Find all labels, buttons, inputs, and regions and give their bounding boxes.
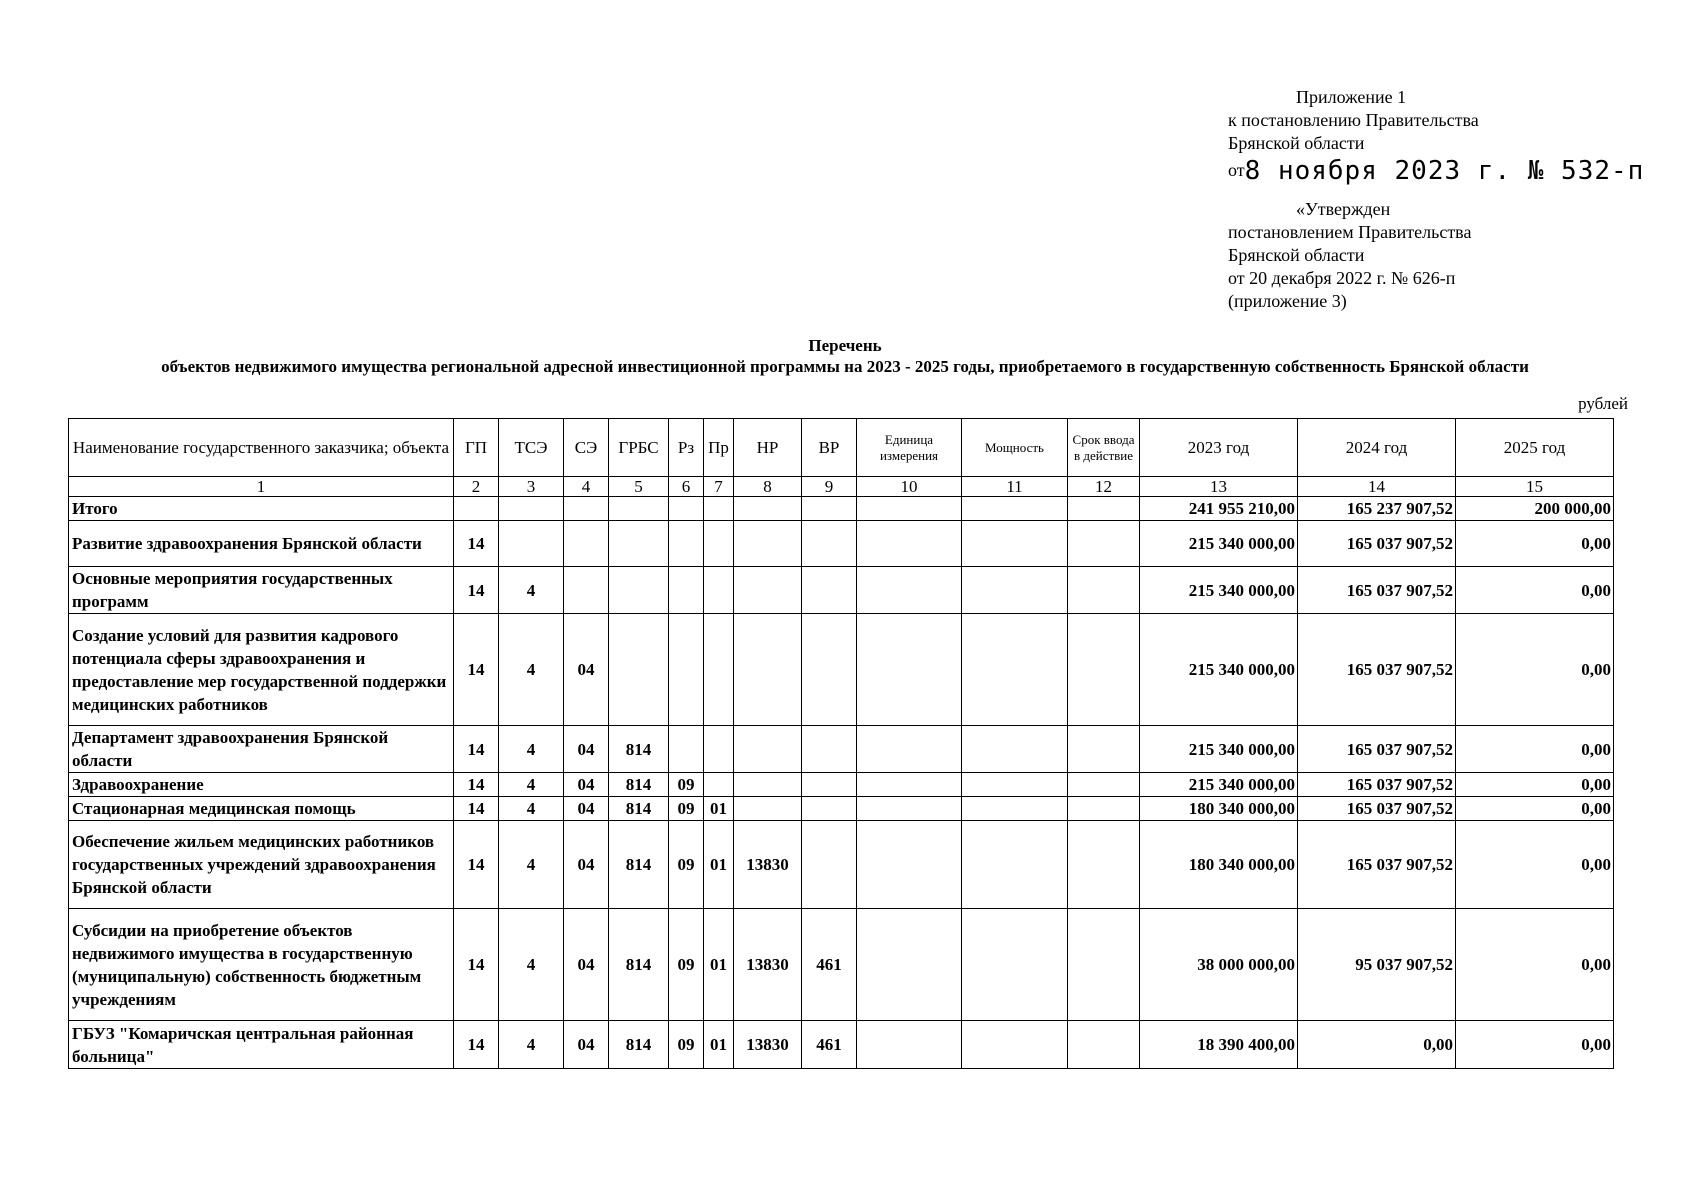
table-cell: 14 — [454, 567, 499, 614]
table-cell: 01 — [704, 1021, 734, 1069]
table-cell: 4 — [499, 614, 564, 726]
table-cell — [1068, 1021, 1140, 1069]
table-cell — [734, 726, 802, 773]
table-cell: 0,00 — [1456, 521, 1614, 567]
table-cell — [564, 521, 609, 567]
col-header-capacity: Мощность — [962, 419, 1068, 477]
table-cell: 95 037 907,52 — [1298, 909, 1456, 1021]
table-cell: 13830 — [734, 909, 802, 1021]
table-cell: 215 340 000,00 — [1140, 614, 1298, 726]
table-row — [69, 773, 1614, 797]
table-cell — [857, 497, 962, 521]
table-cell: 814 — [609, 797, 669, 821]
table-cell: 14 — [454, 726, 499, 773]
table-cell: 0,00 — [1456, 773, 1614, 797]
document-subtitle: объектов недвижимого имущества региональной адресной инвестиционной программы на 2023 - 2025 годы, приобретаемого в государственную собственность Брянской области — [161, 357, 1529, 376]
table-cell: 215 340 000,00 — [1140, 521, 1298, 567]
table-cell — [454, 497, 499, 521]
table-cell: 14 — [454, 909, 499, 1021]
col-number: 9 — [802, 477, 857, 497]
header-row — [69, 419, 1614, 477]
table-cell — [1068, 773, 1140, 797]
table-cell — [802, 797, 857, 821]
col-header-se: СЭ — [564, 419, 609, 477]
table-cell: 215 340 000,00 — [1140, 726, 1298, 773]
table-cell — [802, 521, 857, 567]
table-cell — [802, 614, 857, 726]
col-number: 4 — [564, 477, 609, 497]
table-cell — [704, 726, 734, 773]
table-cell — [669, 567, 704, 614]
table-cell — [802, 773, 857, 797]
table-cell — [962, 773, 1068, 797]
table-cell: 0,00 — [1456, 821, 1614, 909]
investment-table — [68, 418, 1614, 1069]
date-prefix: от — [1228, 160, 1245, 180]
table-cell: 4 — [499, 909, 564, 1021]
table-cell — [734, 797, 802, 821]
col-number: 14 — [1298, 477, 1456, 497]
table-cell: 04 — [564, 773, 609, 797]
table-cell: 165 037 907,52 — [1298, 797, 1456, 821]
col-header-gp: ГП — [454, 419, 499, 477]
table-cell — [857, 521, 962, 567]
table-cell: 814 — [609, 821, 669, 909]
table-row — [69, 1021, 1614, 1069]
table-cell: 04 — [564, 821, 609, 909]
col-header-nr: НР — [734, 419, 802, 477]
table-cell: 180 340 000,00 — [1140, 821, 1298, 909]
table-row — [69, 521, 1614, 567]
table-cell: 165 037 907,52 — [1298, 521, 1456, 567]
table-cell: 14 — [454, 773, 499, 797]
table-cell — [962, 1021, 1068, 1069]
col-header-unit: Единица измерения — [857, 419, 962, 477]
col-number: 12 — [1068, 477, 1140, 497]
table-cell: 14 — [454, 521, 499, 567]
table-cell — [564, 567, 609, 614]
table-cell: 165 037 907,52 — [1298, 567, 1456, 614]
table-cell: 0,00 — [1456, 726, 1614, 773]
table-row — [69, 821, 1614, 909]
table-cell: 165 037 907,52 — [1298, 726, 1456, 773]
col-number: 7 — [704, 477, 734, 497]
col-number: 8 — [734, 477, 802, 497]
table-cell — [734, 497, 802, 521]
approved-line-4: от 20 декабря 2022 г. № 626-п — [1228, 268, 1456, 288]
table-cell: 241 955 210,00 — [1140, 497, 1298, 521]
table-cell: 4 — [499, 821, 564, 909]
col-number: 5 — [609, 477, 669, 497]
table-cell — [704, 567, 734, 614]
table-cell — [1068, 567, 1140, 614]
table-cell — [609, 497, 669, 521]
table-cell: 200 000,00 — [1456, 497, 1614, 521]
table-cell — [962, 797, 1068, 821]
table-cell: 165 237 907,52 — [1298, 497, 1456, 521]
column-number-row — [69, 477, 1614, 497]
table-cell: 0,00 — [1456, 567, 1614, 614]
row-name: Обеспечение жильем медицинских работников государственных учреждений здравоохранения Брянской области — [69, 821, 454, 909]
table-cell — [962, 726, 1068, 773]
table-cell: 09 — [669, 773, 704, 797]
table-row — [69, 797, 1614, 821]
table-cell: 38 000 000,00 — [1140, 909, 1298, 1021]
table-cell: 0,00 — [1456, 1021, 1614, 1069]
table-cell — [734, 521, 802, 567]
table-cell: 4 — [499, 567, 564, 614]
approved-line-2: постановлением Правительства — [1228, 222, 1472, 242]
appendix-date — [1228, 153, 1668, 188]
table-cell: 18 390 400,00 — [1140, 1021, 1298, 1069]
table-cell — [857, 567, 962, 614]
appendix-block — [1228, 86, 1668, 313]
row-name: Итого — [69, 497, 454, 521]
row-name: ГБУЗ "Комаричская центральная районная больница" — [69, 1021, 454, 1069]
table-cell — [962, 821, 1068, 909]
table-cell: 09 — [669, 821, 704, 909]
table-cell: 215 340 000,00 — [1140, 773, 1298, 797]
table-cell: 09 — [669, 797, 704, 821]
table-row — [69, 567, 1614, 614]
approved-line-5: (приложение 3) — [1228, 291, 1347, 311]
col-number: 6 — [669, 477, 704, 497]
row-name: Субсидии на приобретение объектов недвижимого имущества в государственную (муниципальную) собственность бюджетным учреждениям — [69, 909, 454, 1021]
table-cell: 165 037 907,52 — [1298, 614, 1456, 726]
table-cell — [962, 567, 1068, 614]
table-cell — [704, 614, 734, 726]
table-cell — [857, 614, 962, 726]
table-cell — [734, 773, 802, 797]
table-cell: 0,00 — [1456, 909, 1614, 1021]
table-row — [69, 614, 1614, 726]
units-label: рублей — [1578, 394, 1628, 413]
row-name: Здравоохранение — [69, 773, 454, 797]
table-cell: 14 — [454, 1021, 499, 1069]
table-cell — [1068, 821, 1140, 909]
approved-line-1: «Утвержден — [1296, 199, 1391, 219]
table-cell: 01 — [704, 909, 734, 1021]
table-cell — [1068, 497, 1140, 521]
table-cell: 4 — [499, 1021, 564, 1069]
table-cell: 09 — [669, 909, 704, 1021]
col-number: 10 — [857, 477, 962, 497]
col-header-grbs: ГРБС — [609, 419, 669, 477]
table-cell — [609, 521, 669, 567]
row-name: Развитие здравоохранения Брянской области — [69, 521, 454, 567]
table-cell: 814 — [609, 1021, 669, 1069]
table-row — [69, 726, 1614, 773]
table-cell: 0,00 — [1298, 1021, 1456, 1069]
table-cell: 461 — [802, 1021, 857, 1069]
table-cell — [857, 726, 962, 773]
table-cell — [609, 614, 669, 726]
table-cell — [857, 797, 962, 821]
table-cell — [704, 521, 734, 567]
table-cell: 14 — [454, 821, 499, 909]
table-cell — [857, 1021, 962, 1069]
table-cell — [962, 614, 1068, 726]
appendix-line-3: Брянской области — [1228, 133, 1365, 153]
table-cell: 814 — [609, 726, 669, 773]
col-header-2025: 2025 год — [1456, 419, 1614, 477]
table-cell: 0,00 — [1456, 614, 1614, 726]
table-cell: 4 — [499, 726, 564, 773]
table-cell — [734, 567, 802, 614]
table-cell — [857, 821, 962, 909]
row-name: Основные мероприятия государственных программ — [69, 567, 454, 614]
col-header-pr: Пр — [704, 419, 734, 477]
table-cell: 01 — [704, 821, 734, 909]
table-cell: 4 — [499, 773, 564, 797]
col-number: 3 — [499, 477, 564, 497]
table-cell: 04 — [564, 797, 609, 821]
row-name: Стационарная медицинская помощь — [69, 797, 454, 821]
table-cell: 180 340 000,00 — [1140, 797, 1298, 821]
col-number: 15 — [1456, 477, 1614, 497]
col-number: 1 — [69, 477, 454, 497]
table-cell — [499, 521, 564, 567]
row-name: Департамент здравоохранения Брянской области — [69, 726, 454, 773]
table-body — [69, 497, 1614, 1069]
appendix-line-1: Приложение 1 — [1296, 87, 1407, 107]
col-header-2023: 2023 год — [1140, 419, 1298, 477]
table-cell: 461 — [802, 909, 857, 1021]
table-cell — [802, 567, 857, 614]
col-header-commissioning: Срок ввода в действие — [1068, 419, 1140, 477]
table-cell — [669, 614, 704, 726]
table-cell — [1068, 521, 1140, 567]
table-cell — [564, 497, 609, 521]
table-cell — [669, 726, 704, 773]
col-number: 13 — [1140, 477, 1298, 497]
approved-line-3: Брянской области — [1228, 245, 1365, 265]
table-cell — [1068, 614, 1140, 726]
col-header-tse: ТСЭ — [499, 419, 564, 477]
appendix-line-2: к постановлению Правительства — [1228, 110, 1479, 130]
document-title: Перечень — [808, 336, 882, 355]
table-cell — [669, 521, 704, 567]
table-cell — [857, 909, 962, 1021]
table-cell — [962, 497, 1068, 521]
table-cell — [704, 497, 734, 521]
col-header-vr: ВР — [802, 419, 857, 477]
col-header-name: Наименование государственного заказчика; объекта — [69, 419, 454, 477]
table-cell: 13830 — [734, 821, 802, 909]
table-cell: 14 — [454, 614, 499, 726]
table-cell — [802, 726, 857, 773]
table-cell — [962, 521, 1068, 567]
table-cell: 04 — [564, 1021, 609, 1069]
table-cell: 01 — [704, 797, 734, 821]
table-cell: 215 340 000,00 — [1140, 567, 1298, 614]
table-row — [69, 909, 1614, 1021]
table-cell — [704, 773, 734, 797]
table-cell — [857, 773, 962, 797]
col-header-rz: Рз — [669, 419, 704, 477]
table-row — [69, 497, 1614, 521]
table-cell: 165 037 907,52 — [1298, 821, 1456, 909]
table-cell: 04 — [564, 614, 609, 726]
table-cell — [802, 821, 857, 909]
col-header-2024: 2024 год — [1298, 419, 1456, 477]
table-cell: 13830 — [734, 1021, 802, 1069]
table-cell — [499, 497, 564, 521]
table-cell: 09 — [669, 1021, 704, 1069]
col-number: 11 — [962, 477, 1068, 497]
table-cell: 0,00 — [1456, 797, 1614, 821]
col-number: 2 — [454, 477, 499, 497]
table-cell — [1068, 797, 1140, 821]
table-cell — [1068, 726, 1140, 773]
table-cell: 4 — [499, 797, 564, 821]
table-cell — [962, 909, 1068, 1021]
row-name: Создание условий для развития кадрового потенциала сферы здравоохранения и предоставление мер государственной поддержки медицинских работников — [69, 614, 454, 726]
handwritten-date: 8 ноября 2023 г. № 532-п — [1244, 156, 1645, 186]
table-cell: 814 — [609, 773, 669, 797]
table-cell: 814 — [609, 909, 669, 1021]
table-cell — [1068, 909, 1140, 1021]
table-cell — [609, 567, 669, 614]
table-cell: 04 — [564, 726, 609, 773]
table-cell: 14 — [454, 797, 499, 821]
table-cell — [734, 614, 802, 726]
table-cell: 04 — [564, 909, 609, 1021]
table-cell: 165 037 907,52 — [1298, 773, 1456, 797]
table-cell — [802, 497, 857, 521]
table-cell — [669, 497, 704, 521]
